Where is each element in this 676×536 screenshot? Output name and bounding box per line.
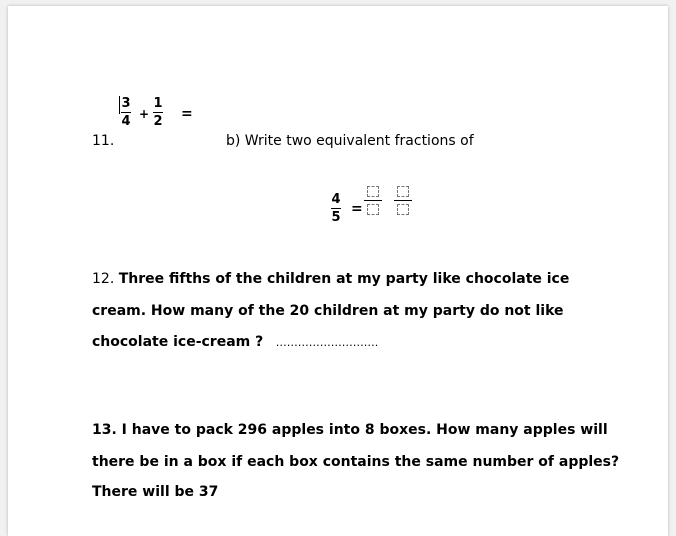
q13-line-2: there be in a box if each box contains the same number of apples? (92, 454, 620, 470)
q12-line-3-text: chocolate ice-cream ? (92, 334, 264, 350)
q11-cursor-mark (119, 96, 120, 114)
q11-answer-1-bar (364, 200, 382, 201)
q12-line-3 (92, 334, 378, 350)
q11-fraction-b-numerator: 1 (153, 96, 163, 111)
q11-fraction-b-denominator: 2 (153, 114, 163, 129)
q11-fraction-a-numerator: 3 (121, 96, 131, 111)
q11-eq-fraction (331, 192, 341, 225)
q13-line-3: There will be 37 (92, 484, 219, 500)
q11-fraction-a-denominator: 4 (121, 114, 131, 129)
q11-answer-fraction-2[interactable] (394, 186, 412, 215)
q11-eq-fraction-denominator: 5 (331, 210, 341, 225)
q11-answer-2-denominator-box[interactable] (397, 204, 409, 215)
q11-part-b-text: b) Write two equivalent fractions of (226, 133, 474, 149)
q12-line-1-text: Three fifths of the children at my party like chocolate ice (118, 271, 570, 287)
q11-number: 11. (92, 133, 115, 149)
q13-line-1: 13. I have to pack 296 apples into 8 boxes. How many apples will (92, 422, 608, 438)
q11-fraction-a (121, 96, 131, 129)
q12-number: 12. (92, 271, 115, 287)
q12-answer-blank[interactable]: ………………………. (275, 336, 379, 349)
q11-equals-sign: = (181, 106, 193, 122)
q11-eq-fraction-numerator: 4 (331, 192, 341, 207)
q12-line-2: cream. How many of the 20 children at my party do not like (92, 303, 564, 319)
q11-answer-2-bar (394, 200, 412, 201)
q12-line-1 (92, 271, 569, 287)
q11-answer-fraction-1[interactable] (364, 186, 382, 215)
q11-answer-2-numerator-box[interactable] (397, 186, 409, 197)
q11-fraction-b-bar (153, 112, 163, 113)
q11-plus-sign: + (139, 107, 150, 121)
q11-eq-fraction-bar (331, 208, 341, 209)
q11-fraction-b (153, 96, 163, 129)
q11-answer-1-denominator-box[interactable] (367, 204, 379, 215)
q11-fraction-a-bar (121, 112, 131, 113)
q11-answer-1-numerator-box[interactable] (367, 186, 379, 197)
q11-eq-equals-sign: = (351, 201, 363, 217)
